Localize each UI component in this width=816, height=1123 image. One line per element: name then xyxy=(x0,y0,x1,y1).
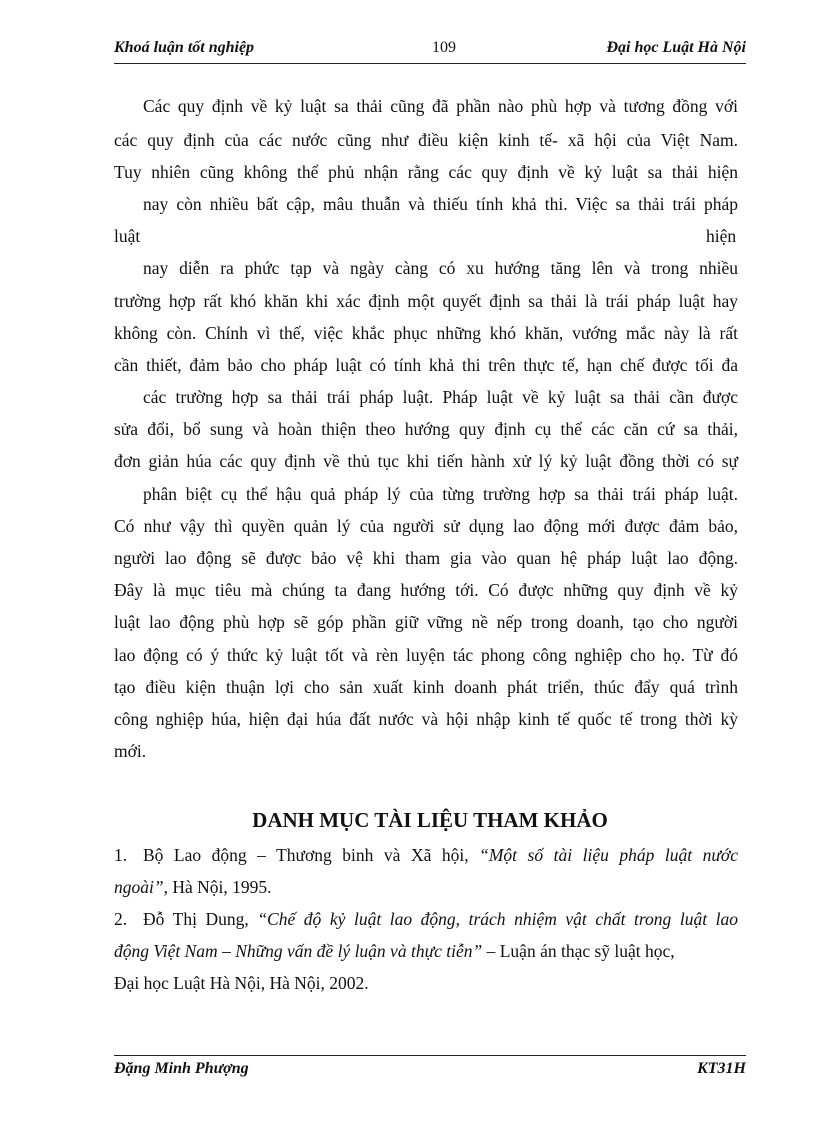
reference-line xyxy=(114,877,272,897)
body-line: lao động có ý thức kỷ luật tốt và rèn luyện tác phong công nghiệp cho họ. Từ đó xyxy=(114,645,738,665)
reference-number: 1. xyxy=(114,845,128,865)
body-line: hiện xyxy=(706,226,737,246)
body-line: mới. xyxy=(114,741,147,761)
reference-author: Đỗ Thị Dung, xyxy=(143,909,249,929)
page-footer xyxy=(114,1055,746,1085)
reference-publication: – Luận án thạc sỹ luật học, xyxy=(482,941,675,961)
body-line: Đây là mục tiêu mà chúng ta đang hướng tới. Có được những quy định về kỷ xyxy=(114,580,738,600)
body-line: đơn giản húa các quy định về thủ tục khi tiến hành xử lý kỷ luật đồng thời có sự xyxy=(114,451,738,471)
body-line: Các quy định về kỷ luật sa thải cũng đã phần nào phù hợp và tương đồng với xyxy=(143,96,738,116)
body-line: các quy định của các nước cũng như điều kiện kinh tế- xã hội của Việt Nam. xyxy=(114,130,738,150)
reference-number: 2. xyxy=(114,909,128,929)
body-line: luật lao động phù hợp sẽ góp phần giữ vững nề nếp trong doanh, tạo cho người xyxy=(114,612,738,632)
reference-line xyxy=(114,941,738,961)
reference-publication: , Hà Nội, 1995. xyxy=(163,877,272,897)
header-university: Đại học Luật Hà Nội xyxy=(606,39,746,56)
body-line: không còn. Chính vì thế, việc khắc phục những khó khăn, vướng mắc này là rất xyxy=(114,323,738,343)
page-header xyxy=(114,36,746,64)
body-line: tạo điều kiện thuận lợi cho sản xuất kinh doanh phát triển, thúc đẩy quá trình xyxy=(114,677,738,697)
reference-title-cont: động Việt Nam – Những vấn đề lý luận và thực tiễn” xyxy=(114,941,483,961)
reference-author: Bộ Lao động – Thương binh và Xã hội, xyxy=(143,845,469,865)
page-number: 109 xyxy=(432,39,456,56)
body-line: trường hợp rất khó khăn khi xác định một quyết định sa thải là trái pháp luật hay xyxy=(114,291,738,311)
reference-title: “Một số tài liệu pháp luật nước xyxy=(479,845,739,865)
footer-author: Đặng Minh Phượng xyxy=(114,1060,249,1077)
body-line: các trường hợp sa thải trái pháp luật. Pháp luật về kỷ luật sa thải cần được xyxy=(143,387,738,407)
reference-title-cont: ngoài” xyxy=(114,877,164,897)
body-line: sửa đổi, bổ sung và hoàn thiện theo hướng quy định cụ thể các căn cứ sa thải, xyxy=(114,419,738,439)
body-line: cần thiết, đảm bảo cho pháp luật có tính khả thi trên thực tế, hạn chế được tối đa xyxy=(114,355,738,375)
footer-class: KT31H xyxy=(697,1060,746,1077)
body-line: Có như vậy thì quyền quản lý của người sử dụng lao động mới được đảm bảo, xyxy=(114,516,738,536)
body-line: nay còn nhiều bất cập, mâu thuẫn và thiếu tính khả thi. Việc sa thải trái pháp xyxy=(143,194,738,214)
body-line: phân biệt cụ thể hậu quả pháp lý của từng trường hợp sa thải trái pháp luật. xyxy=(143,484,738,504)
body-line: Tuy nhiên cũng không thể phủ nhận rằng các quy định về kỷ luật sa thải hiện xyxy=(114,162,738,182)
reference-title: “Chế độ kỷ luật lao động, trách nhiệm vật chất trong luật lao xyxy=(257,909,739,929)
reference-line xyxy=(143,909,738,929)
reference-line: Đại học Luật Hà Nội, Hà Nội, 2002. xyxy=(114,973,369,993)
body-line: công nghiệp húa, hiện đại húa đất nước và hội nhập kinh tế quốc tế trong thời kỳ xyxy=(114,709,738,729)
body-line: người lao động sẽ được bảo vệ khi tham gia vào quan hệ pháp luật lao động. xyxy=(114,548,738,568)
body-line: nay diễn ra phức tạp và ngày càng có xu hướng tăng lên và trong nhiều xyxy=(143,258,738,278)
body-line: luật xyxy=(114,226,141,246)
header-thesis-label: Khoá luận tốt nghiệp xyxy=(114,39,255,56)
reference-line xyxy=(143,845,738,865)
references-title: DANH MỤC TÀI LIỆU THAM KHẢO xyxy=(252,808,608,832)
